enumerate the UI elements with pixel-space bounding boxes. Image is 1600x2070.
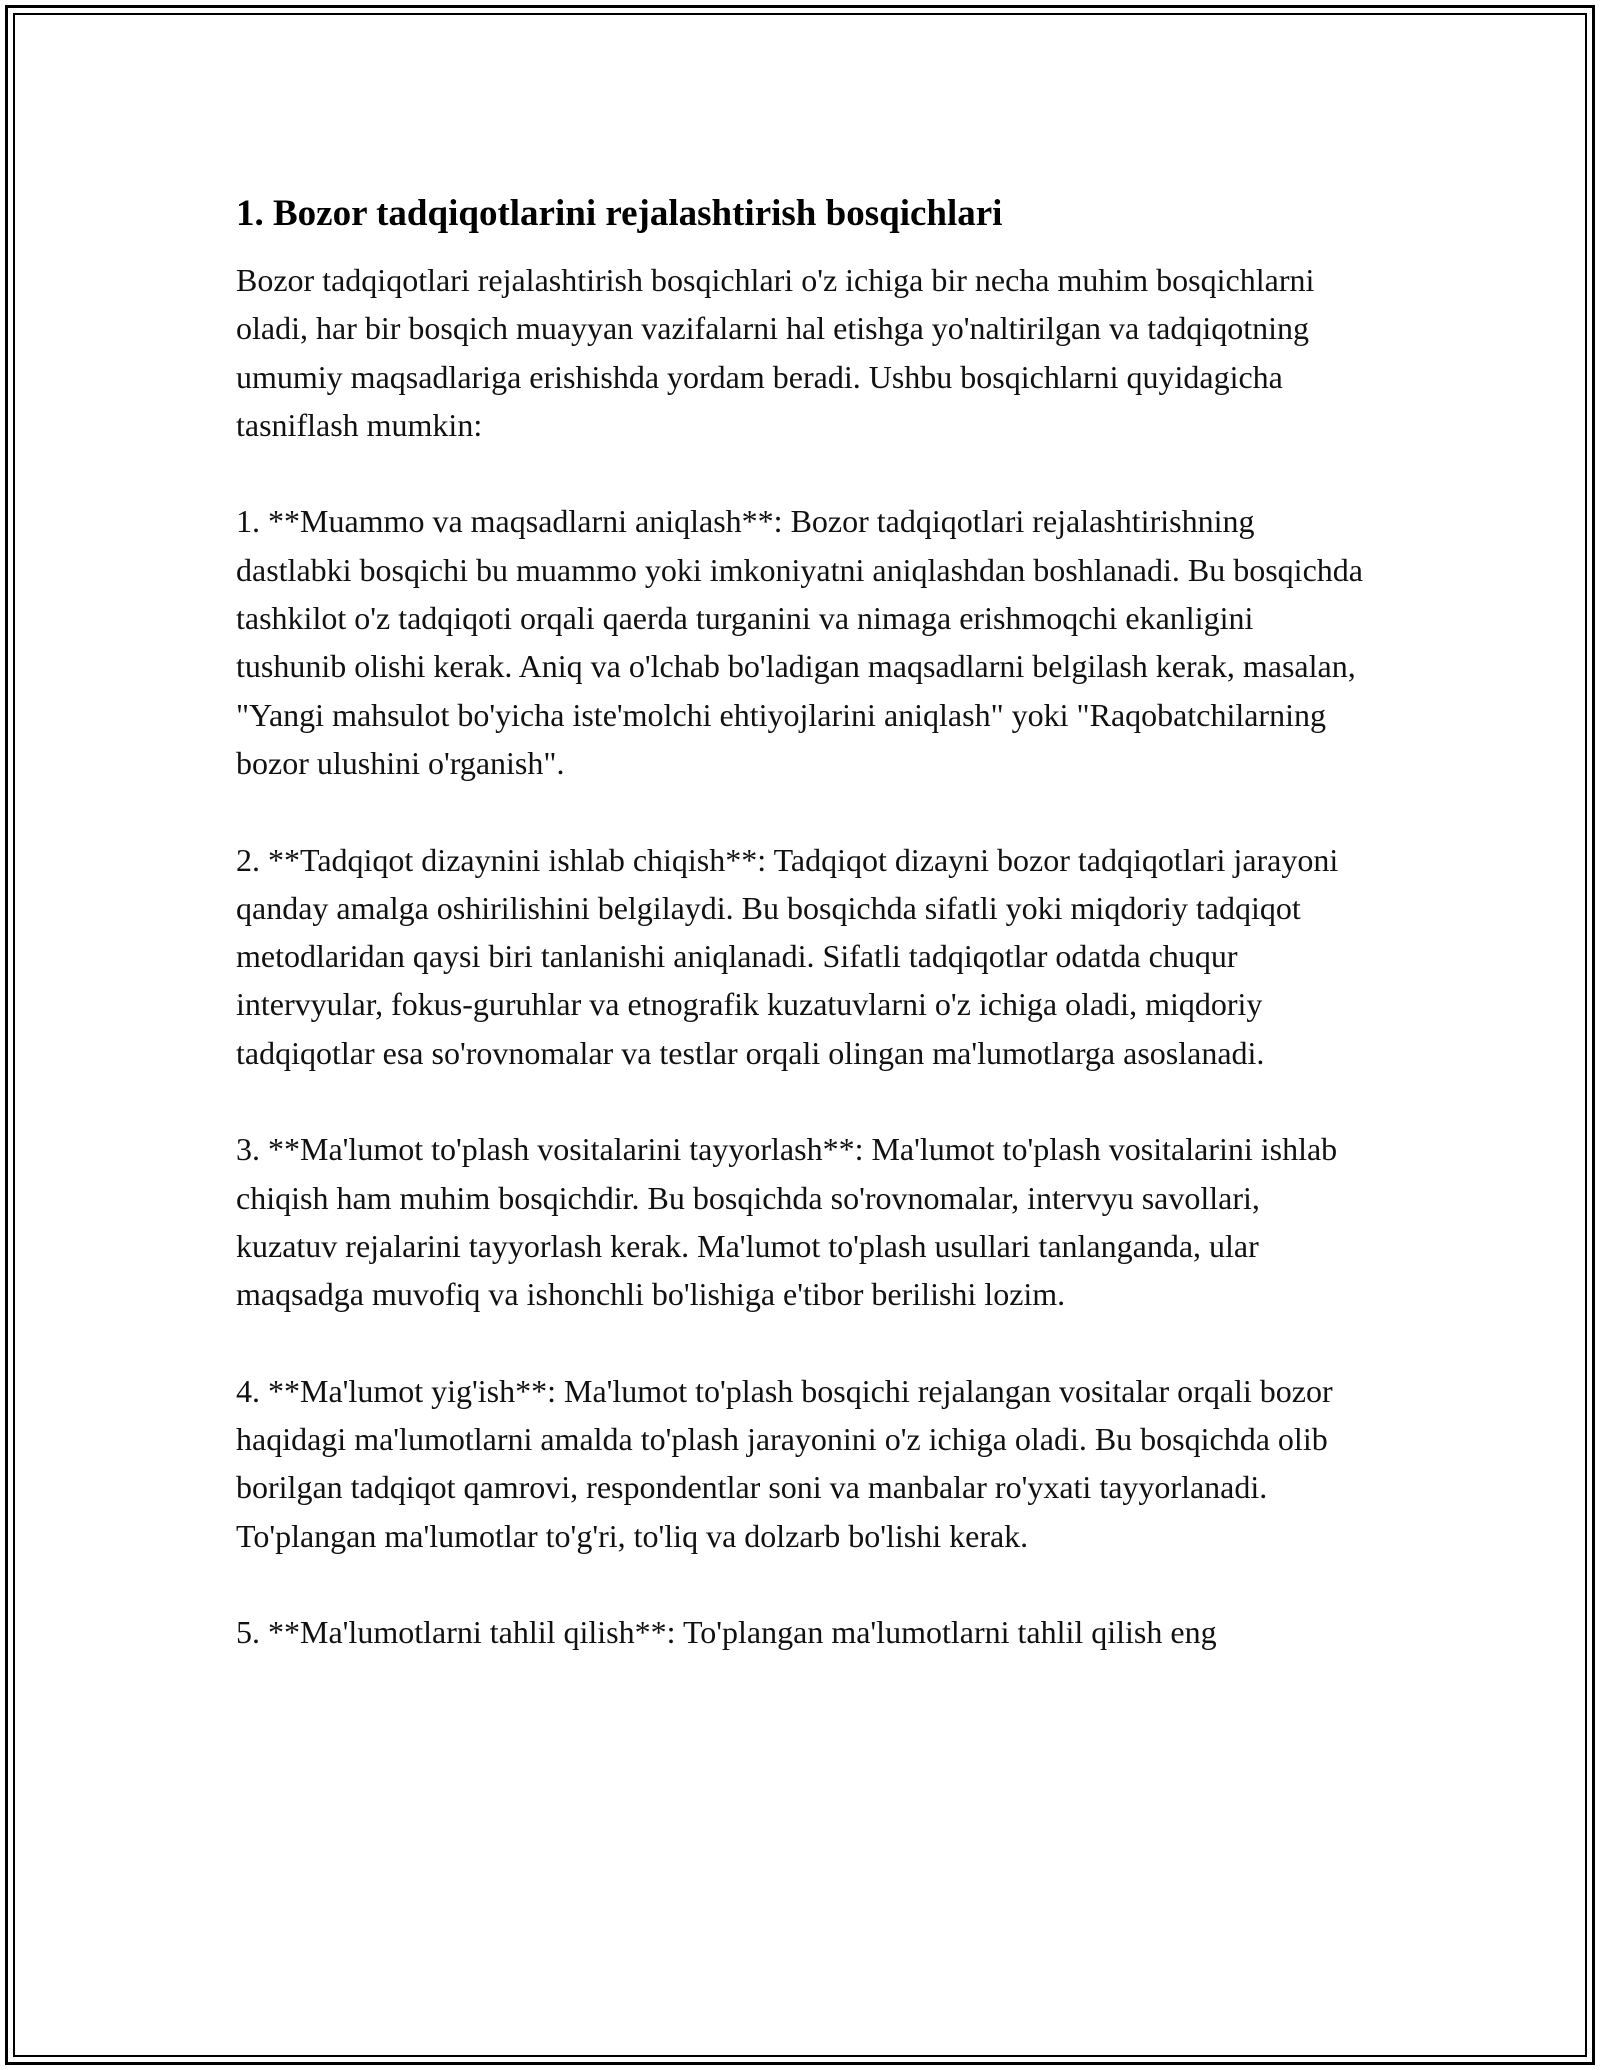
step-5-paragraph: 5. **Ma'lumotlarni tahlil qilish**: To'plangan ma'lumotlarni tahlil qilish eng xyxy=(236,1614,1217,1651)
step-2-paragraph: 2. **Tadqiqot dizaynini ishlab chiqish**: Tadqiqot dizayni bozor tadqiqotlari jarayoni qanday amalga oshirilishini belgilaydi. Bu bosqichda sifatli yoki miqdoriy tadqiqot metodlaridan qaysi biri tanlanishi aniqlanadi. Sifatli tadqiqotlar odatda chuqur intervyular, fokus-guruhlar va etnografik kuzatuvlarni o'z ichiga oladi, miqdoriy tadqiqotlar esa so'rovnomalar va testlar orqali olingan ma'lumotlarga asoslanadi. xyxy=(236,841,1339,1071)
step-3-paragraph: 3. **Ma'lumot to'plash vositalarini tayyorlash**: Ma'lumot to'plash vositalarini ishlab chiqish ham muhim bosqichdir. Bu bosqichda so'rovnomalar, intervyu savollari, kuzatuv rejalarini tayyorlash kerak. Ma'lumot to'plash usullari tanlanganda, ular maqsadga muvofiq va ishonchli bo'lishiga e'tibor berilishi lozim. xyxy=(236,1131,1338,1313)
step-4-paragraph: 4. **Ma'lumot yig'ish**: Ma'lumot to'plash bosqichi rejalangan vositalar orqali bozor haqidagi ma'lumotlarni amalda to'plash jarayonini o'z ichiga oladi. Bu bosqichda olib borilgan tadqiqot qamrovi, respondentlar soni va manbalar ro'yxati tayyorlanadi. To'plangan ma'lumotlar to'g'ri, to'liq va dolzarb bo'lishi kerak. xyxy=(236,1372,1333,1554)
intro-paragraph: Bozor tadqiqotlari rejalashtirish bosqichlari o'z ichiga bir necha muhim bosqichlarni oladi, har bir bosqich muayyan vazifalarni hal etishga yo'naltirilgan va tadqiqotning umumiy maqsadlariga erishishda yordam beradi. Ushbu bosqichlarni quyidagicha tasniflash mumkin: xyxy=(236,262,1315,443)
document-body xyxy=(236,186,1366,1705)
section-heading: 1. Bozor tadqiqotlarini rejalashtirish bosqichlari xyxy=(236,193,1003,234)
step-1-paragraph: 1. **Muammo va maqsadlarni aniqlash**: Bozor tadqiqotlari rejalashtirishning dastlabki bosqichi bu muammo yoki imkoniyatni aniqlashdan boshlanadi. Bu bosqichda tashkilot o'z tadqiqoti orqali qaerda turganini va nimaga erishmoqchi ekanligini tushunib olishi kerak. Aniq va o'lchab bo'ladigan maqsadlarni belgilash kerak, masalan, "Yangi mahsulot bo'yicha iste'molchi ehtiyojlarini aniqlash" yoki "Raqobatchilarning bozor ulushini o'rganish". xyxy=(236,503,1363,781)
